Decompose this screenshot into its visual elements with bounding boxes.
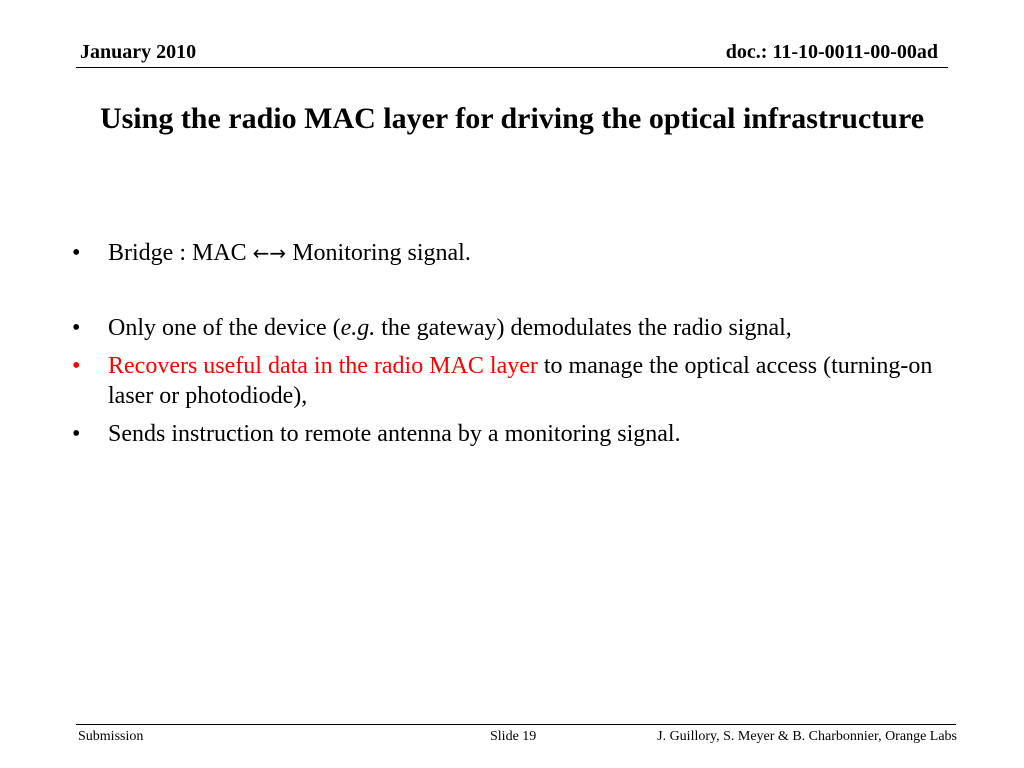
- bullet-highlight-text: Recovers useful data in the radio MAC layer: [108, 353, 538, 379]
- bullet-marker: •: [72, 240, 81, 266]
- bullet-text: to manage the optical access (turning-on laser or photodiode),: [108, 353, 933, 409]
- footer-authors: J. Guillory, S. Meyer & B. Charbonnier, Orange Labs: [657, 729, 957, 744]
- bullet-marker: •: [72, 353, 81, 379]
- bullet-item-sends: [72, 419, 972, 449]
- footer-divider: [76, 724, 956, 725]
- slide-title: Using the radio MAC layer for driving the optical infrastructure: [99, 102, 925, 135]
- header-doc-id: doc.: 11-10-0011-00-00ad: [725, 41, 938, 63]
- header-divider: [76, 67, 948, 68]
- bullet-text: the gateway) demodulates the radio signal,: [375, 315, 792, 341]
- bullet-italic-text: e.g.: [340, 315, 376, 341]
- bullet-text: Bridge : MAC: [108, 240, 253, 266]
- footer-slide-number: Slide 19: [490, 729, 537, 744]
- bullet-marker: •: [72, 315, 81, 341]
- bullet-marker: •: [72, 421, 81, 447]
- header-date: January 2010: [80, 41, 197, 63]
- footer-submission: Submission: [78, 729, 144, 744]
- bullet-item-bridge: [72, 238, 972, 268]
- bullet-text: Monitoring signal.: [286, 240, 471, 266]
- bullet-item-recovers: [72, 351, 972, 411]
- bullet-text: Only one of the device (: [108, 315, 341, 341]
- bidirectional-arrow-icon: ←→: [252, 241, 287, 265]
- bullet-list: [72, 238, 972, 449]
- bullet-item-device: [72, 313, 972, 343]
- bullet-text: Sends instruction to remote antenna by a monitoring signal.: [108, 421, 681, 447]
